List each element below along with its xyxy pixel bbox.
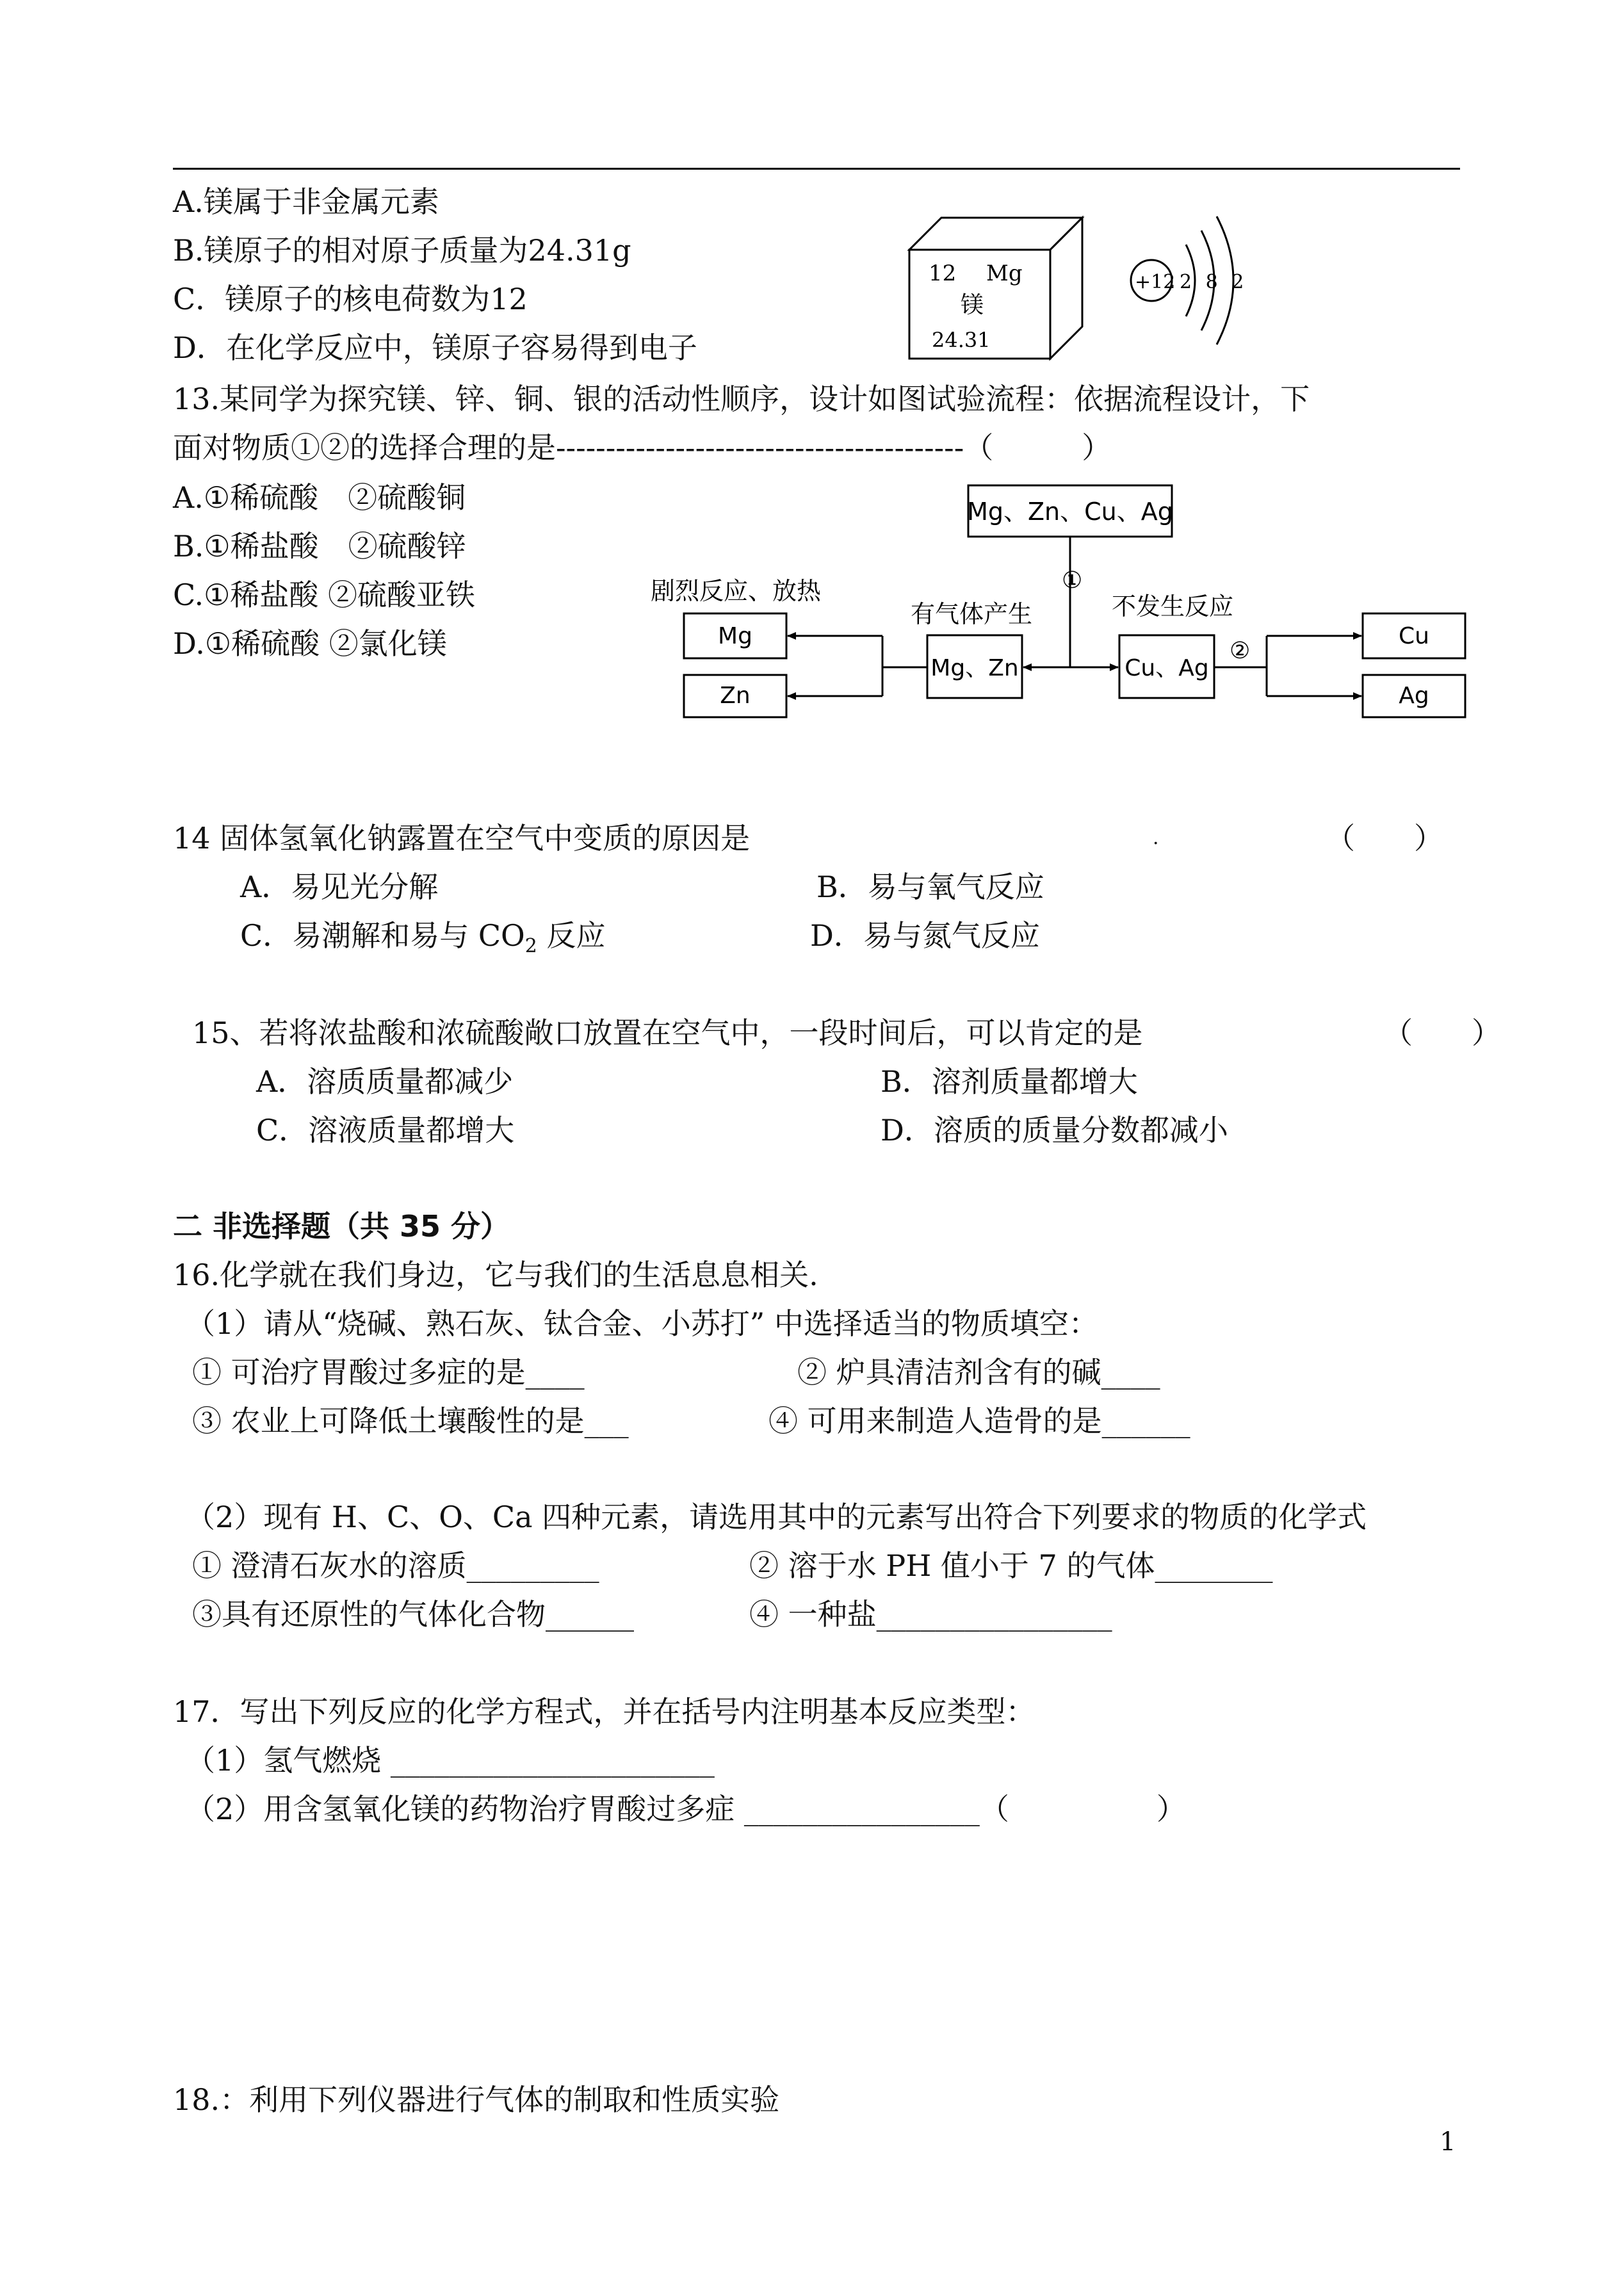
q15-option-c: C．溶液质量都增大 [256, 1113, 515, 1148]
q16-stem: 16.化学就在我们身边，它与我们的生活息息相关. [173, 1258, 818, 1292]
note-vigorous-reaction: 剧烈反应、放热 [651, 577, 822, 605]
note-gas-produced: 有气体产生 [911, 600, 1033, 628]
q13-option-d: D.①稀硫酸 ②氯化镁 [173, 626, 447, 661]
q15-option-a: A．溶质质量都减少 [256, 1064, 514, 1099]
q12-option-c: C．镁原子的核电荷数为12 [173, 282, 528, 316]
q14-dot: . [1153, 827, 1159, 849]
q14-option-a: A．易见光分解 [240, 870, 439, 904]
q13-stem-line2: 面对物质①②的选择合理的是-----------------------------------------（ ） [173, 430, 1112, 465]
q14-stem: 14 固体氢氧化钠露置在空气中变质的原因是 [173, 821, 751, 856]
box-cu-ag-label: Cu、Ag [1125, 655, 1209, 681]
element-card [909, 218, 1082, 359]
q16-part1: （1）请从“烧碱、熟石灰、钛合金、小苏打” 中选择适当的物质填空： [186, 1306, 1098, 1341]
q17-stem: 17．写出下列反应的化学方程式，并在括号内注明基本反应类型： [173, 1694, 1035, 1729]
box-mg-label: Mg [718, 623, 752, 649]
q12-option-a: A.镁属于非金属元素 [173, 184, 439, 219]
step-1-label: ① [1062, 567, 1083, 594]
q17-part1: （1）氢气燃烧 ______________________ [186, 1743, 715, 1778]
q15-bracket: （ ） [1383, 1016, 1501, 1050]
box-mg-zn-cu-ag-label: Mg、Zn、Cu、Ag [967, 498, 1173, 526]
note-no-reaction: 不发生反应 [1112, 592, 1234, 620]
q18-stem: 18.：利用下列仪器进行气体的制取和性质实验 [173, 2082, 780, 2117]
box-zn-label: Zn [720, 683, 751, 709]
q17-part2: （2）用含氢氧化镁的药物治疗胃酸过多症 ________________（ ） [186, 1792, 1186, 1826]
section-2-title: 二 非选择题（共 35 分） [173, 1209, 510, 1244]
q12-option-d: D．在化学反应中，镁原子容易得到电子 [173, 330, 697, 365]
q15-option-b: B．溶剂质量都增大 [881, 1064, 1138, 1099]
atom-structure [1131, 216, 1247, 345]
q14-option-d: D．易与氮气反应 [810, 918, 1040, 953]
q13-option-c: C.①稀盐酸 ②硫酸亚铁 [173, 578, 476, 612]
element-symbol: Mg [986, 261, 1023, 286]
electron-shells: 2 8 2 [1180, 271, 1248, 293]
box-cu-label: Cu [1399, 623, 1429, 649]
q16-part2-item2: ② 溶于水 PH 值小于 7 的气体________ [749, 1548, 1273, 1583]
element-mass: 24.31 [932, 328, 991, 352]
q16-part1-item4: ④ 可用来制造人造骨的是______ [768, 1404, 1190, 1438]
q15-option-d: D．溶质的质量分数都减小 [881, 1113, 1228, 1148]
q16-part1-item3: ③ 农业上可降低土壤酸性的是___ [192, 1404, 629, 1438]
q14-option-c: C．易潮解和易与 $CO_2$ 反应 [240, 918, 606, 958]
q14-option-b: B．易与氧气反应 [816, 870, 1044, 904]
element-number: 12 [929, 261, 957, 286]
nucleus-charge: +12 [1135, 271, 1176, 293]
q13-option-b: B.①稀盐酸 ②硫酸锌 [173, 529, 466, 564]
q13-option-a: A.①稀硫酸 ②硫酸铜 [173, 480, 466, 515]
q16-part1-item1: ① 可治疗胃酸过多症的是____ [192, 1355, 585, 1390]
q16-part2-item4: ④ 一种盐________________ [749, 1597, 1112, 1632]
magnesium-figure [897, 205, 1255, 371]
q13-stem-line1: 13.某同学为探究镁、锌、铜、银的活动性顺序，设计如图试验流程：依据流程设计，下 [173, 382, 1310, 416]
flow-diagram [640, 474, 1486, 730]
q12-option-b: B.镁原子的相对原子质量为24.31g [173, 233, 631, 268]
q14-bracket: （ ） [1326, 821, 1443, 856]
box-mg-zn-label: Mg、Zn [930, 655, 1019, 681]
q16-part2-item1: ① 澄清石灰水的溶质_________ [192, 1548, 599, 1583]
box-ag-label: Ag [1399, 683, 1429, 709]
header-rule [173, 168, 1460, 170]
page-number: 1 [1440, 2127, 1456, 2157]
q15-stem: 15、若将浓盐酸和浓硫酸敞口放置在空气中，一段时间后，可以肯定的是 [192, 1016, 1143, 1050]
element-name: 镁 [961, 292, 984, 318]
q16-part2-item3: ③具有还原性的气体化合物______ [192, 1597, 634, 1632]
step-2-label: ② [1230, 638, 1251, 664]
q16-part1-item2: ② 炉具清洁剂含有的碱____ [797, 1355, 1160, 1390]
q16-part2: （2）现有 H、C、O、Ca 四种元素，请选用其中的元素写出符合下列要求的物质的化学式 [186, 1500, 1367, 1534]
